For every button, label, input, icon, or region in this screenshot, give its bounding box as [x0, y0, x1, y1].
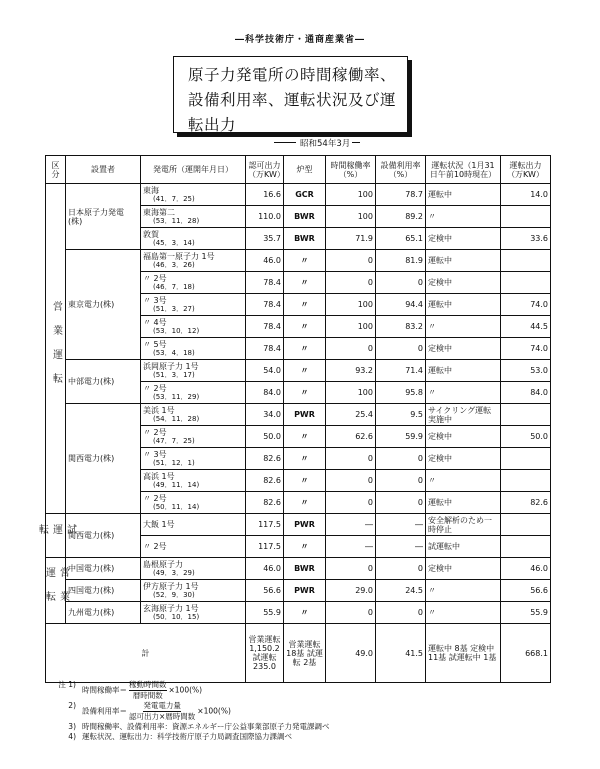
note-text: 時間稼働率、設備利用率：資源エネルギー庁公益事業部原子力発電課調べ	[82, 722, 330, 731]
utilization-cell: 95.8	[376, 382, 426, 404]
plant-cell	[141, 470, 246, 492]
reactor-type-cell: BWR	[284, 228, 326, 250]
plant-cell	[141, 536, 246, 558]
plant-name: 玄海原子力 1号	[143, 603, 199, 613]
output-cell	[501, 470, 551, 492]
output-cell	[501, 514, 551, 536]
hourly-rate-cell: 0	[326, 492, 376, 514]
utilization-cell: 81.9	[376, 250, 426, 272]
hourly-rate-cell: 100	[326, 184, 376, 206]
hourly-rate-cell: 0	[326, 448, 376, 470]
plant-name: 〃 4号	[143, 317, 167, 327]
capacity-cell: 82.6	[246, 448, 284, 470]
reactor-type-cell: 〃	[284, 316, 326, 338]
reactor-type-cell: 〃	[284, 294, 326, 316]
plant-name: 浜岡原子力 1号	[143, 361, 199, 371]
reactor-type-cell: 〃	[284, 272, 326, 294]
total-row	[46, 624, 551, 683]
fraction-numerator: 発電電力量	[143, 701, 181, 710]
plant-start-date: (49．3．29)	[153, 568, 195, 577]
hourly-rate-cell: 0	[326, 602, 376, 624]
fraction-denominator: 認可出力×暦時間数	[129, 712, 196, 721]
capacity-cell: 78.4	[246, 272, 284, 294]
capacity-cell: 46.0	[246, 558, 284, 580]
category-cell: 営業運転	[46, 558, 66, 624]
utilization-cell: ―	[376, 514, 426, 536]
plant-start-date: (49．11．14)	[153, 480, 200, 489]
output-cell	[501, 448, 551, 470]
category-cell: 試運転	[46, 514, 66, 558]
status-cell: 定検中	[426, 558, 501, 580]
plant-start-date: (46．7．18)	[153, 282, 195, 291]
status-cell: 定検中	[426, 426, 501, 448]
table-row	[46, 184, 551, 206]
utilization-cell: 94.4	[376, 294, 426, 316]
operator-cell: 関西電力(株)	[66, 404, 141, 514]
formula-lhs: 時間稼働率＝	[82, 685, 127, 695]
col-header-reactor-type: 炉型	[284, 156, 326, 184]
plant-cell	[141, 294, 246, 316]
reactor-type-cell: PWR	[284, 580, 326, 602]
reactor-type-cell: 〃	[284, 360, 326, 382]
plant-cell	[141, 602, 246, 624]
output-cell: 55.9	[501, 602, 551, 624]
note-1	[58, 680, 330, 701]
plant-name: 福島第一原子力 1号	[143, 251, 215, 261]
hourly-rate-cell: 100	[326, 316, 376, 338]
status-cell: 〃	[426, 602, 501, 624]
status-cell: 安全解析のため一時停止	[426, 514, 501, 536]
capacity-cell: 55.9	[246, 602, 284, 624]
plant-name: 〃 3号	[143, 295, 167, 305]
output-cell: 44.5	[501, 316, 551, 338]
plant-start-date: (41．7．25)	[153, 194, 195, 203]
status-cell: 〃	[426, 470, 501, 492]
utilization-cell: 0	[376, 492, 426, 514]
reactor-type-cell: 〃	[284, 492, 326, 514]
operator-cell: 四国電力(株)	[66, 580, 141, 602]
plant-start-date: (53．4．18)	[153, 348, 195, 357]
hourly-rate-cell: 29.0	[326, 580, 376, 602]
capacity-cell: 35.7	[246, 228, 284, 250]
plant-name: 敦賀	[143, 229, 159, 239]
plant-cell	[141, 514, 246, 536]
plant-name: 〃 5号	[143, 339, 167, 349]
reactor-type-cell: 〃	[284, 382, 326, 404]
reactor-type-cell: PWR	[284, 514, 326, 536]
col-header-plant: 発電所（運開年月日）	[141, 156, 246, 184]
formula-lhs: 設備利用率＝	[82, 706, 127, 716]
document-title: 原子力発電所の時間稼働率、設備利用率、運転状況及び運転出力	[173, 56, 408, 133]
plant-name: 大飯 1号	[143, 520, 175, 529]
note-4	[58, 732, 330, 742]
total-capacity: 営業運転 1,150.2 試運転 235.0	[246, 624, 284, 683]
plant-name: 伊方原子力 1号	[143, 581, 199, 591]
utilization-cell: 59.9	[376, 426, 426, 448]
capacity-cell: 82.6	[246, 470, 284, 492]
hourly-rate-cell: ―	[326, 514, 376, 536]
category-cell: 営業運転	[46, 184, 66, 514]
status-cell: 〃	[426, 206, 501, 228]
hourly-rate-cell: 0	[326, 338, 376, 360]
plant-start-date: (51．12．1)	[153, 458, 195, 467]
capacity-cell: 54.0	[246, 360, 284, 382]
output-cell: 82.6	[501, 492, 551, 514]
output-cell: 14.0	[501, 184, 551, 206]
output-cell	[501, 536, 551, 558]
table-row	[46, 580, 551, 602]
capacity-cell: 117.5	[246, 536, 284, 558]
plant-cell	[141, 382, 246, 404]
formula-fraction	[129, 701, 195, 722]
output-cell: 50.0	[501, 426, 551, 448]
capacity-cell: 34.0	[246, 404, 284, 426]
output-cell: 33.6	[501, 228, 551, 250]
status-cell: 試運転中	[426, 536, 501, 558]
status-cell: 〃	[426, 580, 501, 602]
utilization-cell: 78.7	[376, 184, 426, 206]
status-cell: 運転中	[426, 250, 501, 272]
total-units: 営業運転 18基 試運転 2基	[284, 624, 326, 683]
fraction-numerator: 稼動時間数	[129, 680, 167, 689]
col-header-operator: 設置者	[66, 156, 141, 184]
plant-name: 〃 2号	[143, 273, 167, 283]
formula-factor: ×100(%)	[168, 685, 203, 695]
plant-cell	[141, 558, 246, 580]
status-cell: 運転中	[426, 360, 501, 382]
status-cell: 運転中	[426, 294, 501, 316]
total-hourly-rate: 49.0	[326, 624, 376, 683]
output-cell: 53.0	[501, 360, 551, 382]
hourly-rate-cell: 0	[326, 272, 376, 294]
fraction-denominator: 暦時間数	[132, 691, 163, 700]
capacity-cell: 78.4	[246, 338, 284, 360]
utilization-cell: 0	[376, 448, 426, 470]
utilization-cell: 0	[376, 602, 426, 624]
plant-name: 〃 2号	[143, 427, 167, 437]
table-row	[46, 404, 551, 426]
output-cell: 84.0	[501, 382, 551, 404]
utilization-cell: 24.5	[376, 580, 426, 602]
plant-name: 東海	[143, 185, 159, 195]
reactor-type-cell: BWR	[284, 206, 326, 228]
hourly-rate-cell: 25.4	[326, 404, 376, 426]
utilization-cell: 0	[376, 558, 426, 580]
utilization-cell: 89.2	[376, 206, 426, 228]
plant-start-date: (51．3．17)	[153, 370, 195, 379]
hourly-rate-cell: 0	[326, 558, 376, 580]
reactor-type-cell: 〃	[284, 250, 326, 272]
col-header-utilization: 設備利用率（%）	[376, 156, 426, 184]
capacity-cell: 110.0	[246, 206, 284, 228]
hourly-rate-cell: 100	[326, 206, 376, 228]
hourly-rate-cell: 100	[326, 294, 376, 316]
plant-cell	[141, 316, 246, 338]
output-cell: 56.6	[501, 580, 551, 602]
utilization-cell: 0	[376, 338, 426, 360]
plant-cell	[141, 448, 246, 470]
note-formula	[82, 701, 231, 722]
table-row	[46, 250, 551, 272]
status-cell: 〃	[426, 382, 501, 404]
hourly-rate-cell: 0	[326, 470, 376, 492]
plant-cell	[141, 338, 246, 360]
utilization-cell: 83.2	[376, 316, 426, 338]
note-number: 3)	[68, 722, 76, 731]
status-cell: 定検中	[426, 272, 501, 294]
status-cell: 運転中	[426, 184, 501, 206]
plant-table	[36, 155, 551, 683]
plant-start-date: (51．3．27)	[153, 304, 195, 313]
utilization-cell: ―	[376, 536, 426, 558]
capacity-cell: 117.5	[246, 514, 284, 536]
reactor-type-cell: 〃	[284, 448, 326, 470]
plant-start-date: (53．11．29)	[153, 392, 200, 401]
plant-cell	[141, 580, 246, 602]
operator-cell: 中国電力(株)	[66, 558, 141, 580]
utilization-cell: 0	[376, 470, 426, 492]
hourly-rate-cell: 93.2	[326, 360, 376, 382]
reactor-type-cell: 〃	[284, 536, 326, 558]
agency-names: ―科学技術庁・通商産業省―	[234, 35, 365, 45]
col-header-hourly-rate: 時間稼働率（%）	[326, 156, 376, 184]
capacity-cell: 50.0	[246, 426, 284, 448]
plant-cell	[141, 206, 246, 228]
total-utilization: 41.5	[376, 624, 426, 683]
plant-start-date: (52．9．30)	[153, 590, 195, 599]
utilization-cell: 65.1	[376, 228, 426, 250]
status-cell: 定検中	[426, 228, 501, 250]
note-number: 2)	[68, 701, 76, 710]
plant-start-date: (53．11．28)	[153, 216, 200, 225]
plant-cell	[141, 228, 246, 250]
note-text: 運転状況、運転出力：科学技術庁原子力局調査国際協力課調べ	[82, 732, 292, 741]
plant-start-date: (47．7．25)	[153, 436, 195, 445]
capacity-cell: 78.4	[246, 316, 284, 338]
plant-cell	[141, 404, 246, 426]
operator-cell: 中部電力(株)	[66, 360, 141, 404]
plant-cell	[141, 250, 246, 272]
operator-cell: 関西電力(株)	[66, 514, 141, 558]
utilization-cell: 71.4	[376, 360, 426, 382]
reactor-type-cell: GCR	[284, 184, 326, 206]
plant-start-date: (50．11．14)	[153, 502, 200, 511]
note-number: 注 1)	[58, 680, 76, 689]
capacity-cell: 82.6	[246, 492, 284, 514]
operator-cell: 日本原子力発電(株)	[66, 184, 141, 250]
operator-cell: 東京電力(株)	[66, 250, 141, 360]
notes	[58, 680, 330, 742]
col-header-output: 運転出力（万KW）	[501, 156, 551, 184]
capacity-cell: 16.6	[246, 184, 284, 206]
plant-start-date: (54．11．28)	[153, 414, 200, 423]
hourly-rate-cell: 100	[326, 382, 376, 404]
table-row	[46, 514, 551, 536]
plant-start-date: (45．3．14)	[153, 238, 195, 247]
plant-cell	[141, 492, 246, 514]
col-header-category: 区分	[46, 156, 66, 184]
capacity-cell: 56.6	[246, 580, 284, 602]
plant-name: 〃 2号	[143, 493, 167, 503]
utilization-cell: 0	[376, 272, 426, 294]
plant-name: 〃 2号	[143, 383, 167, 393]
hourly-rate-cell: 71.9	[326, 228, 376, 250]
plant-start-date: (46．3．26)	[153, 260, 195, 269]
status-cell: サイクリング運転実施中	[426, 404, 501, 426]
utilization-cell: 9.5	[376, 404, 426, 426]
output-cell	[501, 272, 551, 294]
plant-name: 東海第二	[143, 207, 175, 217]
total-label: 計	[46, 624, 246, 683]
hourly-rate-cell: 62.6	[326, 426, 376, 448]
document-date: 昭和54年3月	[300, 139, 351, 149]
capacity-cell: 46.0	[246, 250, 284, 272]
output-cell	[501, 404, 551, 426]
plant-name: 〃 3号	[143, 449, 167, 459]
plant-cell	[141, 360, 246, 382]
hourly-rate-cell: ―	[326, 536, 376, 558]
total-output: 668.1	[501, 624, 551, 683]
note-2	[58, 701, 330, 722]
table-row	[46, 360, 551, 382]
note-number: 4)	[68, 732, 76, 741]
formula-factor: ×100(%)	[197, 706, 231, 716]
plant-cell	[141, 184, 246, 206]
status-cell: 運転中	[426, 492, 501, 514]
operator-cell: 九州電力(株)	[66, 602, 141, 624]
formula-fraction	[129, 680, 167, 701]
status-cell: 定検中	[426, 338, 501, 360]
note-3	[58, 722, 330, 732]
plant-name: 美浜 1号	[143, 405, 175, 415]
capacity-cell: 84.0	[246, 382, 284, 404]
plant-cell	[141, 426, 246, 448]
plant-name: 〃 2号	[143, 542, 167, 551]
capacity-cell: 78.4	[246, 294, 284, 316]
reactor-type-cell: PWR	[284, 404, 326, 426]
col-header-capacity: 認可出力（万KW）	[246, 156, 284, 184]
output-cell	[501, 250, 551, 272]
output-cell: 74.0	[501, 338, 551, 360]
reactor-type-cell: BWR	[284, 558, 326, 580]
total-status: 運転中 8基 定検中11基 試運転中 1基	[426, 624, 501, 683]
note-formula	[82, 680, 202, 701]
status-cell: 〃	[426, 316, 501, 338]
col-header-status: 運転状況（1月31日午前10時現在）	[426, 156, 501, 184]
plant-name: 高浜 1号	[143, 471, 175, 481]
status-cell: 定検中	[426, 448, 501, 470]
reactor-type-cell: 〃	[284, 426, 326, 448]
plant-start-date: (50．10．15)	[153, 612, 200, 621]
plant-name: 島根原子力	[143, 559, 183, 569]
output-cell: 46.0	[501, 558, 551, 580]
reactor-type-cell: 〃	[284, 602, 326, 624]
plant-cell	[141, 272, 246, 294]
hourly-rate-cell: 0	[326, 250, 376, 272]
reactor-type-cell: 〃	[284, 338, 326, 360]
output-cell	[501, 206, 551, 228]
table-row	[46, 602, 551, 624]
output-cell: 74.0	[501, 294, 551, 316]
header-row	[46, 156, 551, 184]
plant-start-date: (53．10．12)	[153, 326, 200, 335]
reactor-type-cell: 〃	[284, 470, 326, 492]
table-row	[46, 558, 551, 580]
